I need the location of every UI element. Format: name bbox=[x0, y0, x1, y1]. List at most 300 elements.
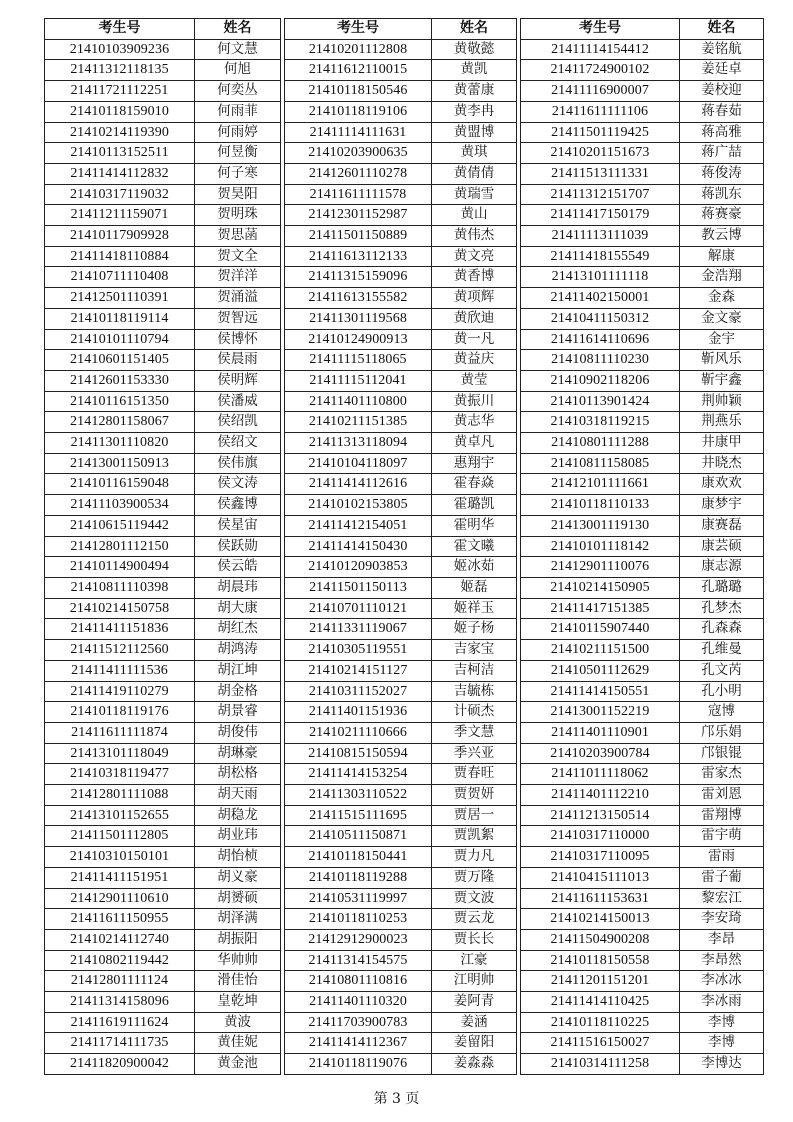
candidate-name: 孔梦杰 bbox=[680, 598, 764, 619]
candidate-name: 黄敬懿 bbox=[432, 39, 517, 60]
candidate-id: 21412301152987 bbox=[285, 205, 432, 226]
column-header-name: 姓名 bbox=[432, 19, 517, 40]
table-row bbox=[521, 122, 764, 143]
table-row bbox=[45, 101, 281, 122]
candidate-name: 惠翔宇 bbox=[432, 453, 517, 474]
candidate-id: 21411401110901 bbox=[521, 722, 680, 743]
candidate-name: 蒋赛豪 bbox=[680, 205, 764, 226]
candidate-id: 21411313118094 bbox=[285, 433, 432, 454]
candidate-id: 21411401110320 bbox=[285, 992, 432, 1013]
candidate-name: 雷翔博 bbox=[680, 805, 764, 826]
table-row bbox=[45, 39, 281, 60]
candidate-name: 姜淼淼 bbox=[432, 1054, 517, 1075]
candidate-id: 21411303110522 bbox=[285, 785, 432, 806]
candidate-id: 21410101110794 bbox=[45, 329, 195, 350]
candidate-id: 21412601110278 bbox=[285, 163, 432, 184]
table-row bbox=[45, 743, 281, 764]
table-row bbox=[285, 122, 517, 143]
table-row bbox=[285, 847, 517, 868]
candidate-id: 21410318119215 bbox=[521, 412, 680, 433]
table-row bbox=[45, 329, 281, 350]
candidate-name: 胡稳龙 bbox=[195, 805, 281, 826]
candidate-id: 21411114154412 bbox=[521, 39, 680, 60]
candidate-name: 何雨婷 bbox=[195, 122, 281, 143]
table-row bbox=[521, 743, 764, 764]
page-number: 第 3 页 bbox=[373, 1091, 420, 1107]
candidate-name: 寇博 bbox=[680, 702, 764, 723]
candidate-id: 21411301119568 bbox=[285, 308, 432, 329]
table-row bbox=[285, 81, 517, 102]
table-row bbox=[521, 640, 764, 661]
candidate-name: 黎宏江 bbox=[680, 888, 764, 909]
candidate-id: 21410201112808 bbox=[285, 39, 432, 60]
candidate-name: 贺智远 bbox=[195, 308, 281, 329]
candidate-id: 21410118119076 bbox=[285, 1054, 432, 1075]
candidate-name: 何雨菲 bbox=[195, 101, 281, 122]
candidate-id: 21412912900023 bbox=[285, 929, 432, 950]
table-row bbox=[521, 163, 764, 184]
candidate-name: 康欢欢 bbox=[680, 474, 764, 495]
table-row bbox=[285, 743, 517, 764]
candidate-name: 邝银锟 bbox=[680, 743, 764, 764]
candidate-id: 21411331119067 bbox=[285, 619, 432, 640]
candidate-id: 21410113152511 bbox=[45, 143, 195, 164]
table-row bbox=[285, 474, 517, 495]
table-row bbox=[285, 495, 517, 516]
candidate-id: 21410118110225 bbox=[521, 1012, 680, 1033]
candidate-name: 李冰雨 bbox=[680, 992, 764, 1013]
table-row bbox=[285, 329, 517, 350]
candidate-name: 康志源 bbox=[680, 557, 764, 578]
candidate-name: 黄伟杰 bbox=[432, 226, 517, 247]
table-row bbox=[521, 971, 764, 992]
candidate-name: 李昂然 bbox=[680, 950, 764, 971]
table-row bbox=[45, 909, 281, 930]
candidate-name: 姜校迎 bbox=[680, 81, 764, 102]
candidate-id: 21410118150546 bbox=[285, 81, 432, 102]
candidate-name: 蒋高雅 bbox=[680, 122, 764, 143]
candidate-id: 21410203900784 bbox=[521, 743, 680, 764]
table-row bbox=[45, 805, 281, 826]
table-row bbox=[521, 391, 764, 412]
candidate-id: 21411418155549 bbox=[521, 246, 680, 267]
candidate-id: 21411611111106 bbox=[521, 101, 680, 122]
candidate-id: 21410711110408 bbox=[45, 267, 195, 288]
candidate-name: 靳风乐 bbox=[680, 350, 764, 371]
table-header-row bbox=[45, 19, 281, 40]
table-row bbox=[285, 60, 517, 81]
candidate-id: 21410310150101 bbox=[45, 847, 195, 868]
table-row bbox=[285, 246, 517, 267]
candidate-id: 21413001119130 bbox=[521, 515, 680, 536]
candidate-name: 孔璐璐 bbox=[680, 577, 764, 598]
candidate-name: 霍明华 bbox=[432, 515, 517, 536]
table-row bbox=[45, 308, 281, 329]
table-row bbox=[521, 888, 764, 909]
candidate-name: 何子寒 bbox=[195, 163, 281, 184]
table-row bbox=[285, 805, 517, 826]
table-row bbox=[285, 826, 517, 847]
candidate-id: 21412101111661 bbox=[521, 474, 680, 495]
candidate-id: 21411417151385 bbox=[521, 598, 680, 619]
candidate-name: 黄香博 bbox=[432, 267, 517, 288]
candidate-name: 胡江坤 bbox=[195, 660, 281, 681]
candidate-id: 21410511150871 bbox=[285, 826, 432, 847]
candidate-name: 侯明辉 bbox=[195, 370, 281, 391]
candidate-name: 黄益庆 bbox=[432, 350, 517, 371]
table-row bbox=[285, 308, 517, 329]
table-row bbox=[285, 722, 517, 743]
candidate-id: 21411414150430 bbox=[285, 536, 432, 557]
table-row bbox=[285, 681, 517, 702]
table-row bbox=[285, 950, 517, 971]
table-row bbox=[521, 1033, 764, 1054]
candidate-id: 21411714111735 bbox=[45, 1033, 195, 1054]
table-row bbox=[521, 246, 764, 267]
candidate-id: 21410118110133 bbox=[521, 495, 680, 516]
candidate-id: 21410102153805 bbox=[285, 495, 432, 516]
candidate-name: 侯伟旗 bbox=[195, 453, 281, 474]
candidate-name: 胡大康 bbox=[195, 598, 281, 619]
candidate-id: 21411411151836 bbox=[45, 619, 195, 640]
table-row bbox=[521, 1012, 764, 1033]
table-row bbox=[521, 577, 764, 598]
candidate-id: 21411612110015 bbox=[285, 60, 432, 81]
candidate-name: 胡晨玮 bbox=[195, 577, 281, 598]
table-row bbox=[285, 867, 517, 888]
candidate-name: 何旭 bbox=[195, 60, 281, 81]
candidate-name: 何奕丛 bbox=[195, 81, 281, 102]
table-row bbox=[521, 929, 764, 950]
candidate-name: 皇乾坤 bbox=[195, 992, 281, 1013]
table-row bbox=[285, 412, 517, 433]
candidate-id: 21411402150001 bbox=[521, 288, 680, 309]
candidate-name: 李安琦 bbox=[680, 909, 764, 930]
candidate-name: 邝乐娟 bbox=[680, 722, 764, 743]
table-row bbox=[285, 1033, 517, 1054]
candidate-name: 黄振川 bbox=[432, 391, 517, 412]
candidate-id: 21412601153330 bbox=[45, 370, 195, 391]
candidate-name: 何昱衡 bbox=[195, 143, 281, 164]
candidate-id: 21410501112629 bbox=[521, 660, 680, 681]
table-row bbox=[45, 288, 281, 309]
table-header-row bbox=[521, 19, 764, 40]
table-row bbox=[45, 391, 281, 412]
table-row bbox=[45, 722, 281, 743]
candidate-name: 金文豪 bbox=[680, 308, 764, 329]
table-row bbox=[285, 39, 517, 60]
candidate-id: 21410801110816 bbox=[285, 971, 432, 992]
table-row bbox=[45, 370, 281, 391]
candidate-name: 金森 bbox=[680, 288, 764, 309]
candidate-id: 21410214119390 bbox=[45, 122, 195, 143]
table-row bbox=[521, 433, 764, 454]
candidate-name: 贺明珠 bbox=[195, 205, 281, 226]
candidate-name: 贾文波 bbox=[432, 888, 517, 909]
candidate-id: 21412801158067 bbox=[45, 412, 195, 433]
table-row bbox=[521, 598, 764, 619]
candidate-name: 金宇 bbox=[680, 329, 764, 350]
candidate-id: 21410211110666 bbox=[285, 722, 432, 743]
roster-table-2 bbox=[284, 18, 517, 1075]
candidate-id: 21411614110696 bbox=[521, 329, 680, 350]
table-row bbox=[45, 81, 281, 102]
candidate-id: 21410103909236 bbox=[45, 39, 195, 60]
candidate-name: 黄瑞雪 bbox=[432, 184, 517, 205]
table-row bbox=[45, 764, 281, 785]
table-row bbox=[521, 722, 764, 743]
table-row bbox=[45, 267, 281, 288]
table-row bbox=[285, 370, 517, 391]
candidate-name: 黄盟博 bbox=[432, 122, 517, 143]
table-row bbox=[521, 39, 764, 60]
candidate-id: 21411724900102 bbox=[521, 60, 680, 81]
table-row bbox=[285, 205, 517, 226]
column-header-id: 考生号 bbox=[521, 19, 680, 40]
candidate-id: 21410214150905 bbox=[521, 577, 680, 598]
candidate-name: 侯云皓 bbox=[195, 557, 281, 578]
candidate-name: 蒋凯东 bbox=[680, 184, 764, 205]
candidate-name: 贺涌溢 bbox=[195, 288, 281, 309]
table-row bbox=[285, 184, 517, 205]
table-row bbox=[521, 909, 764, 930]
table-row bbox=[45, 474, 281, 495]
candidate-name: 侯文涛 bbox=[195, 474, 281, 495]
column-header-id: 考生号 bbox=[45, 19, 195, 40]
table-row bbox=[521, 1054, 764, 1075]
candidate-name: 雷雨 bbox=[680, 847, 764, 868]
candidate-id: 21410101118142 bbox=[521, 536, 680, 557]
candidate-id: 21411419110279 bbox=[45, 681, 195, 702]
candidate-name: 季兴亚 bbox=[432, 743, 517, 764]
table-row bbox=[521, 370, 764, 391]
candidate-name: 胡红杰 bbox=[195, 619, 281, 640]
candidate-name: 金浩翔 bbox=[680, 267, 764, 288]
candidate-name: 孔森森 bbox=[680, 619, 764, 640]
candidate-name: 贾凯絮 bbox=[432, 826, 517, 847]
candidate-name: 计硕杰 bbox=[432, 702, 517, 723]
table-row bbox=[45, 412, 281, 433]
table-row bbox=[285, 391, 517, 412]
candidate-name: 黄卓凡 bbox=[432, 433, 517, 454]
candidate-id: 21410317110095 bbox=[521, 847, 680, 868]
candidate-id: 21411414112616 bbox=[285, 474, 432, 495]
candidate-name: 姜铭航 bbox=[680, 39, 764, 60]
candidate-name: 季文慧 bbox=[432, 722, 517, 743]
candidate-id: 21411114111631 bbox=[285, 122, 432, 143]
table-row bbox=[521, 350, 764, 371]
roster-sheet bbox=[44, 18, 764, 1075]
candidate-id: 21411515111695 bbox=[285, 805, 432, 826]
candidate-id: 21410118119114 bbox=[45, 308, 195, 329]
table-row bbox=[285, 267, 517, 288]
candidate-id: 21410116159048 bbox=[45, 474, 195, 495]
candidate-name: 胡松格 bbox=[195, 764, 281, 785]
table-row bbox=[45, 1012, 281, 1033]
candidate-name: 黄波 bbox=[195, 1012, 281, 1033]
candidate-id: 21410118119176 bbox=[45, 702, 195, 723]
candidate-name: 黄山 bbox=[432, 205, 517, 226]
candidate-name: 蒋广喆 bbox=[680, 143, 764, 164]
candidate-name: 吉柯洁 bbox=[432, 660, 517, 681]
table-row bbox=[45, 847, 281, 868]
candidate-name: 雷家杰 bbox=[680, 764, 764, 785]
candidate-name: 教云博 bbox=[680, 226, 764, 247]
table-row bbox=[521, 81, 764, 102]
candidate-name: 贺文全 bbox=[195, 246, 281, 267]
candidate-name: 蒋春茹 bbox=[680, 101, 764, 122]
candidate-id: 21410317119032 bbox=[45, 184, 195, 205]
candidate-name: 雷子葡 bbox=[680, 867, 764, 888]
candidate-id: 21410615119442 bbox=[45, 515, 195, 536]
table-row bbox=[285, 453, 517, 474]
table-row bbox=[45, 826, 281, 847]
candidate-id: 21411512112560 bbox=[45, 640, 195, 661]
table-row bbox=[45, 577, 281, 598]
candidate-name: 贾居一 bbox=[432, 805, 517, 826]
candidate-id: 21411501119425 bbox=[521, 122, 680, 143]
table-row bbox=[521, 184, 764, 205]
candidate-name: 胡赟硕 bbox=[195, 888, 281, 909]
candidate-id: 21410314111258 bbox=[521, 1054, 680, 1075]
candidate-id: 21411611111874 bbox=[45, 722, 195, 743]
candidate-id: 21411613155582 bbox=[285, 288, 432, 309]
candidate-name: 贾长长 bbox=[432, 929, 517, 950]
candidate-name: 霍春焱 bbox=[432, 474, 517, 495]
candidate-id: 21410802119442 bbox=[45, 950, 195, 971]
candidate-id: 21410305119551 bbox=[285, 640, 432, 661]
table-row bbox=[521, 226, 764, 247]
candidate-id: 21410118119106 bbox=[285, 101, 432, 122]
candidate-name: 李博达 bbox=[680, 1054, 764, 1075]
table-row bbox=[285, 702, 517, 723]
table-row bbox=[285, 764, 517, 785]
table-row bbox=[45, 1033, 281, 1054]
table-row bbox=[521, 412, 764, 433]
candidate-id: 21411418110884 bbox=[45, 246, 195, 267]
table-row bbox=[521, 992, 764, 1013]
table-row bbox=[45, 350, 281, 371]
candidate-id: 21410118110253 bbox=[285, 909, 432, 930]
table-row bbox=[285, 350, 517, 371]
candidate-name: 李博 bbox=[680, 1012, 764, 1033]
table-row bbox=[45, 929, 281, 950]
candidate-name: 黄凯 bbox=[432, 60, 517, 81]
table-row bbox=[521, 267, 764, 288]
table-row bbox=[285, 640, 517, 661]
candidate-id: 21411417150179 bbox=[521, 205, 680, 226]
candidate-name: 井晓杰 bbox=[680, 453, 764, 474]
candidate-id: 21411401112210 bbox=[521, 785, 680, 806]
candidate-name: 姬子杨 bbox=[432, 619, 517, 640]
candidate-id: 21410114900494 bbox=[45, 557, 195, 578]
candidate-name: 贺洋洋 bbox=[195, 267, 281, 288]
candidate-name: 滑佳怡 bbox=[195, 971, 281, 992]
candidate-id: 21411401151936 bbox=[285, 702, 432, 723]
table-row bbox=[521, 205, 764, 226]
candidate-name: 黄文亮 bbox=[432, 246, 517, 267]
candidate-id: 21410214150013 bbox=[521, 909, 680, 930]
candidate-id: 21410811158085 bbox=[521, 453, 680, 474]
candidate-id: 21410318119477 bbox=[45, 764, 195, 785]
table-row bbox=[45, 60, 281, 81]
table-row bbox=[285, 557, 517, 578]
table-row bbox=[45, 640, 281, 661]
candidate-id: 21410120903853 bbox=[285, 557, 432, 578]
table-row bbox=[521, 950, 764, 971]
table-row bbox=[45, 184, 281, 205]
candidate-id: 21411401110800 bbox=[285, 391, 432, 412]
table-row bbox=[521, 619, 764, 640]
candidate-name: 胡景睿 bbox=[195, 702, 281, 723]
candidate-name: 侯星宙 bbox=[195, 515, 281, 536]
table-row bbox=[521, 474, 764, 495]
candidate-name: 霍文曦 bbox=[432, 536, 517, 557]
candidate-name: 贾春旺 bbox=[432, 764, 517, 785]
candidate-id: 21411414110425 bbox=[521, 992, 680, 1013]
roster-table-3 bbox=[520, 18, 764, 1075]
table-row bbox=[45, 515, 281, 536]
candidate-id: 21410113901424 bbox=[521, 391, 680, 412]
table-row bbox=[45, 536, 281, 557]
table-row bbox=[45, 619, 281, 640]
candidate-name: 黄金池 bbox=[195, 1054, 281, 1075]
table-row bbox=[521, 515, 764, 536]
candidate-id: 21413001150913 bbox=[45, 453, 195, 474]
table-row bbox=[521, 681, 764, 702]
table-row bbox=[285, 288, 517, 309]
table-row bbox=[45, 992, 281, 1013]
table-row bbox=[45, 453, 281, 474]
candidate-name: 贺思菡 bbox=[195, 226, 281, 247]
candidate-id: 21410115907440 bbox=[521, 619, 680, 640]
table-row bbox=[285, 1012, 517, 1033]
candidate-id: 21410214151127 bbox=[285, 660, 432, 681]
table-row bbox=[45, 888, 281, 909]
candidate-id: 21412801111124 bbox=[45, 971, 195, 992]
candidate-name: 孔维曼 bbox=[680, 640, 764, 661]
candidate-id: 21410201151673 bbox=[521, 143, 680, 164]
candidate-id: 21411213150514 bbox=[521, 805, 680, 826]
candidate-name: 姜廷卓 bbox=[680, 60, 764, 81]
candidate-name: 李冰冰 bbox=[680, 971, 764, 992]
candidate-name: 胡业玮 bbox=[195, 826, 281, 847]
candidate-id: 21411315159096 bbox=[285, 267, 432, 288]
candidate-id: 21411613112133 bbox=[285, 246, 432, 267]
table-row bbox=[45, 867, 281, 888]
table-row bbox=[521, 764, 764, 785]
candidate-id: 21411301110820 bbox=[45, 433, 195, 454]
candidate-name: 荆帅颖 bbox=[680, 391, 764, 412]
candidate-name: 蒋俊涛 bbox=[680, 163, 764, 184]
table-row bbox=[521, 826, 764, 847]
table-row bbox=[45, 598, 281, 619]
candidate-name: 胡鸿涛 bbox=[195, 640, 281, 661]
candidate-id: 21413101111118 bbox=[521, 267, 680, 288]
candidate-id: 21410214112740 bbox=[45, 929, 195, 950]
candidate-id: 21413101152655 bbox=[45, 805, 195, 826]
candidate-id: 21411703900783 bbox=[285, 1012, 432, 1033]
candidate-id: 21411414112832 bbox=[45, 163, 195, 184]
candidate-name: 江明帅 bbox=[432, 971, 517, 992]
table-row bbox=[521, 143, 764, 164]
candidate-id: 21411721112251 bbox=[45, 81, 195, 102]
candidate-id: 21410415111013 bbox=[521, 867, 680, 888]
candidate-name: 胡俊伟 bbox=[195, 722, 281, 743]
table-row bbox=[45, 246, 281, 267]
candidate-id: 21412501110391 bbox=[45, 288, 195, 309]
candidate-name: 侯鑫博 bbox=[195, 495, 281, 516]
